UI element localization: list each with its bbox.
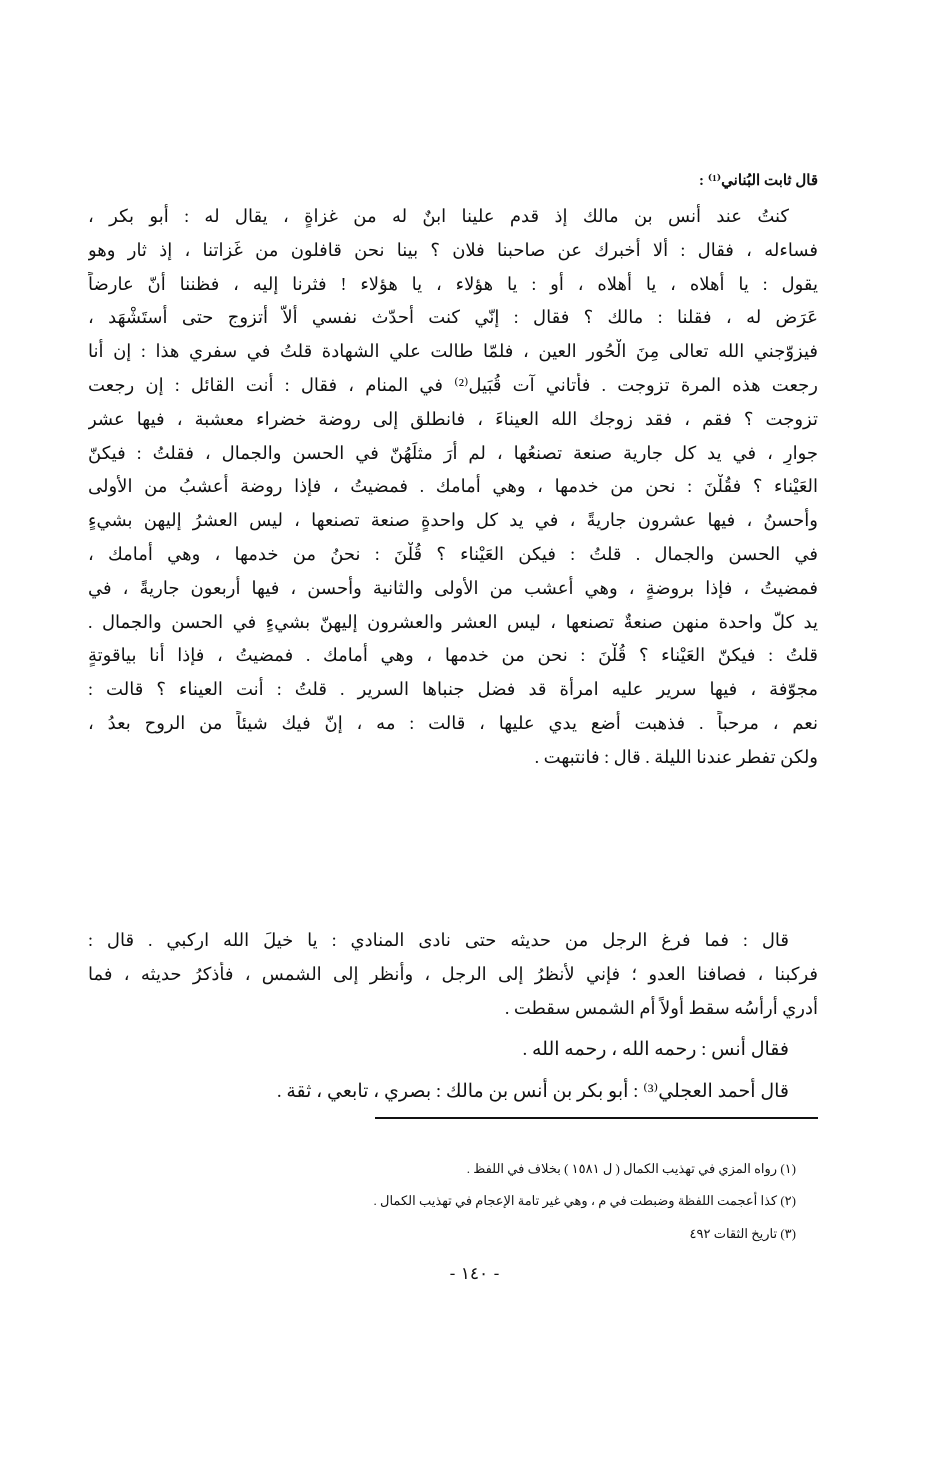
anas-statement: فقال أنس : رحمه الله ، رحمه الله . [522, 1039, 789, 1060]
text-line: فساءله ، فقال : ألا أخبرك عن صاحبنا فلان ؟ بينا نحن قافلون من غَزاتنا ، إذ ثار وهو [88, 239, 818, 260]
footnote-divider [375, 1117, 818, 1119]
text-line: مجوّفة ، فيها سرير عليه امرأة قد فضل جنباها السرير . قلتُ : أنت العيناء ؟ قالت : [88, 679, 818, 700]
text-line: قلتُ : فيكنّ العَيْناء ؟ قُلْنَ : نحن من خدمها ، وهي أمامك . فمضيتُ ، فإذا أنا بياقوتةٍ [88, 645, 818, 666]
ijli-statement: قال أحمد العجلي⁽³⁾ : أبو بكر بن أنس بن مالك : بصري ، تابعي ، ثقة . [276, 1081, 789, 1102]
text-line: عَرَض له ، فقلنا : مالك ؟ فقال : إنّي كنت أحدّث نفسي ألاّ أتزوج حتى أُستَشْهَد ، [88, 307, 818, 328]
text-line: يقول : يا أهلاه ، يا أهلاه ، أو : يا هؤلاء ، يا هؤلاء ! فثرنا إليه ، فظننا أنّ عارضاً [88, 273, 818, 294]
section-heading: قال ثابت البُناني⁽¹⁾ : [698, 173, 818, 189]
page-number: - ١٤٠ - [449, 1264, 500, 1284]
text-line: قال : فما فرغ الرجل من حديثه حتى نادى المنادي : يا خيلَ الله اركبي . قال : [88, 930, 789, 950]
footnote-3: (٣) تاريخ الثقات ٤٩٢ [689, 1226, 796, 1241]
text-line: كنتُ عند أنس بن مالك إذ قدم علينا ابنٌ له من غزاةٍ ، يقال له : أبو بكر ، [88, 206, 789, 226]
text-line: فيزوّجني الله تعالى مِنَ الْحُور العين ، فلمّا طالت علي الشهادة قلتُ في سفري هذا : إن أنا [88, 341, 818, 362]
text-line: ولكن تفطر عندنا الليلة . قال : فانتبهت . [534, 746, 818, 767]
text-line: العَيْناء ؟ فقُلْنَ : نحن من خدمها ، وهي أمامك . فمضيتُ ، فإذا روضة أعشبُ من الأولى [88, 476, 818, 497]
text-line: فمضيتُ ، فإذا بروضةٍ ، وهي أعشب من الأولى والثانية وأحسن ، فيها أربعون جاريةً ، في [88, 577, 818, 598]
text-line: في الحسن والجمال . قلتُ : فيكن العَيْناء ؟ قُلْنَ : نحنُ من خدمها ، وهي أمامك ، [88, 544, 818, 564]
text-line: وأحسنُ ، فيها عشرون جاريةً ، في يد كل واحدةٍ صنعة تصنعها ، ليس العشرُ إليهن بشيءٍ [88, 510, 818, 531]
footnote-1: (١) رواه المزي في تهذيب الكمال ( ل ١٥٨١ ) بخلاف في اللفظ . [466, 1161, 796, 1176]
text-line: أدري أرأسُه سقط أولاً أم الشمس سقطت . [504, 998, 818, 1018]
footnote-2: (٢) كذا أعجمت اللفظة وضبطت في م ، وهي غير تامة الإعجام في تهذيب الكمال . [373, 1193, 796, 1208]
text-line: يد كلّ واحدة منهن صنعةٌ تصنعها ، ليس العشر والعشرون إليهنّ بشيءٍ في الحسن والجمال . [88, 611, 818, 632]
text-line: نعم ، مرحباً . فذهبت أضع يدي عليها ، قالت : مه ، إنّ فيك شيئاً من الروح بعدُ ، [88, 713, 818, 733]
text-line: جوارٍ ، في يد كل جارية صنعة تصنعُها ، لم أرَ مثلَهُنّ في الحسن والجمال ، فقلتُ : فيكنّ [88, 442, 818, 463]
text-line: رجعت هذه المرة تزوجت . فأتاني آت قُبَيل⁽²⁾ في المنام ، فقال : أنت القائل : إن رجعت [88, 375, 818, 395]
text-line: تزوجت ؟ فقم ، فقد زوجك الله العيناءَ ، فانطلق إلى روضة خضراء معشبة ، فيها عشر [88, 408, 818, 429]
text-line: فركبنا ، فصافنا العدو ؛ فإني لأنظرُ إلى الرجل ، وأنظر إلى الشمس ، فأذكرُ حديثه ، فما [88, 964, 818, 984]
